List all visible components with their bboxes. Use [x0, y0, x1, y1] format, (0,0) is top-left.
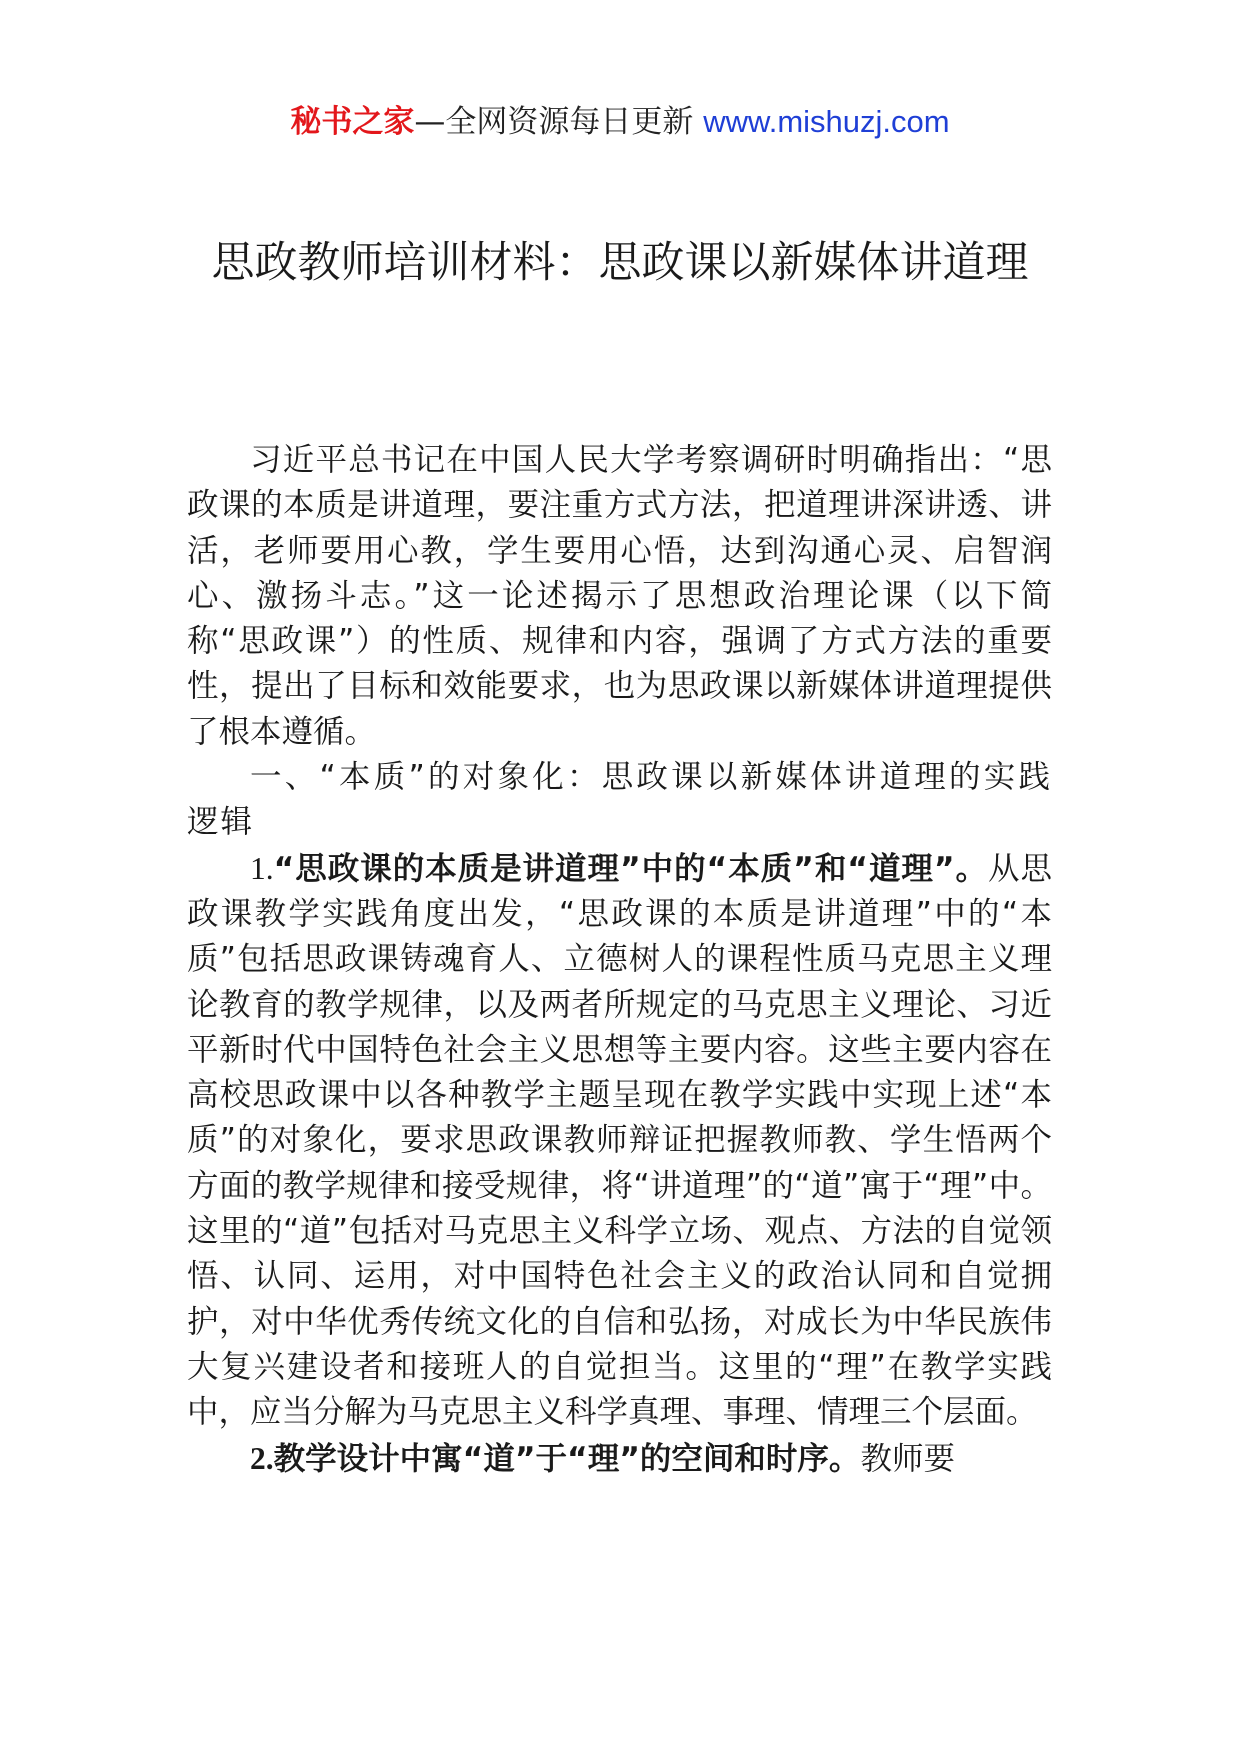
- paragraph-2-text: 教师要: [860, 1440, 955, 1477]
- site-brand: 秘书之家: [290, 104, 415, 140]
- document-title: 思政教师培训材料：思政课以新媒体讲道理: [211, 238, 1029, 288]
- site-header: [0, 100, 1240, 144]
- document-body: [187, 438, 1052, 1482]
- intro-paragraph: 习近平总书记在中国人民大学考察调研时明确指出：“思政课的本质是讲道理，要注重方式方法，把道理讲深讲透、讲活，老师要用心教，学生要用心悟，达到沟通心灵、启智润心、激扬斗志。”这一论述揭示了思想政治理论课（以下简称“思政课”）的性质、规律和内容，强调了方式方法的重要性，提出了目标和效能要求，也为思政课以新媒体讲道理提供了根本遵循。: [187, 442, 1052, 750]
- paragraph-1-lead: “思政课的本质是讲道理”中的“本质”和“道理”。: [273, 850, 989, 887]
- paragraph-1-text: 从思政课教学实践角度出发，“思政课的本质是讲道理”中的“本质”包括思政课铸魂育人、立德树人的课程性质马克思主义理论教育的教学规律，以及两者所规定的马克思主义理论、习近平新时代中国特色社会主义思想等主要内容。这些主要内容在高校思政课中以各种教学主题呈现在教学实践中实现上述“本质”的对象化，要求思政课教师辩证把握教师教、学生悟两个方面的教学规律和接受规律，将“讲道理”的“道”寓于“理”中。这里的“道”包括对马克思主义科学立场、观点、方法的自觉领悟、认同、运用，对中国特色社会主义的政治认同和自觉拥护，对中华优秀传统文化的自信和弘扬，对成长为中华民族伟大复兴建设者和接班人的自觉担当。这里的“理”在教学实践中，应当分解为马克思主义科学真理、事理、情理三个层面。: [187, 850, 1052, 1431]
- paragraph-1-number: 1.: [250, 850, 274, 886]
- paragraph-1: [187, 846, 1052, 1436]
- paragraph-2-lead: 教学设计中寓“道”于“理”的空间和时序。: [273, 1440, 861, 1477]
- site-slogan: —全网资源每日更新: [414, 104, 694, 140]
- paragraph-2-number: 2.: [250, 1440, 274, 1476]
- paragraph-2: [187, 1436, 1052, 1482]
- site-url-link[interactable]: www.mishuzj.com: [703, 104, 950, 139]
- section-heading: 一、“本质”的对象化：思政课以新媒体讲道理的实践逻辑: [187, 759, 1052, 841]
